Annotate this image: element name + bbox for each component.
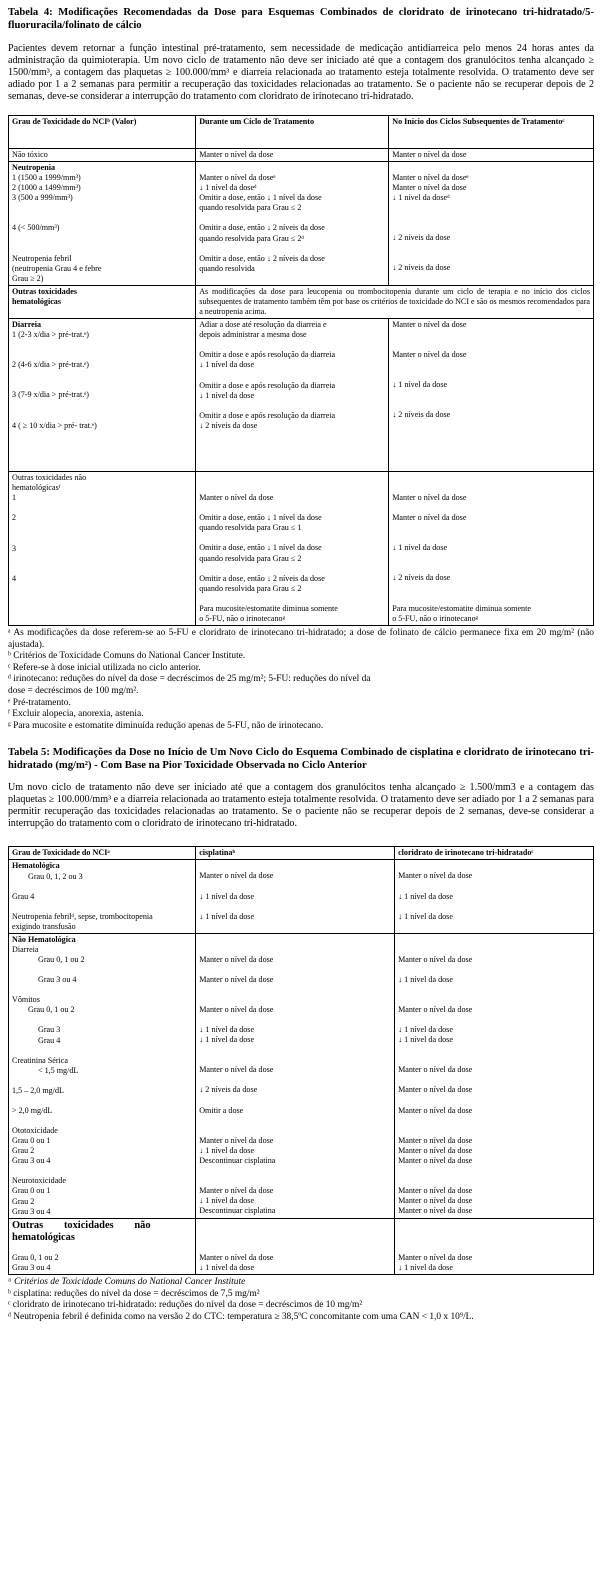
diarr-d4b: ↓ 2 níveis da dose [199,420,258,430]
footnote: ᵇ Critérios de Toxicidade Comuns do National Cancer Institute. [8,651,246,662]
table4-other-start [389,472,594,626]
hema-i0: Manter o nível da dose [398,871,473,881]
t5-other-c0: Manter o nível da dose [199,1252,274,1262]
hema-heading: Hematológica [12,861,60,871]
neutro-d4a: Omitir a dose, então ↓ 2 níveis da dose [199,223,325,233]
neutro-febril2: (neutropenia Grau 4 e febre [12,263,102,273]
table4-other-grades [9,472,196,626]
neutropenia-heading: Neutropenia [12,163,56,173]
other-muc-b: o 5-FU, não o irinotecanoᵍ [199,613,286,623]
hema-if: ↓ 1 nível da dose [398,911,453,921]
nh-c-neu-g3: Descontinuar cisplatina [199,1206,276,1216]
footnote: ᶜ cloridrato de irinotecano tri-hidratado: reduções do nível da dose = decréscimos de 10 mg/m² [8,1300,363,1311]
other-d1: Manter o nível da dose [199,493,274,503]
nh-neu-g0: Grau 0 ou 1 [12,1186,51,1196]
hema-g4: Grau 4 [12,891,35,901]
hema-c4: ↓ 1 nível da dose [199,891,255,901]
other-n4: ↓ 2 níveis da dose [392,573,451,583]
nh-c-vom-g4: ↓ 1 nível da dose [199,1035,255,1045]
neutro-dfa: Omitir a dose, então ↓ 2 níveis da dose [199,253,325,263]
nh-i-vom-g4: ↓ 1 nível da dose [398,1035,453,1045]
other-g1: 1 [12,493,17,503]
neutro-n4: ↓ 2 níveis da dose [392,233,451,243]
table4-other-during [196,472,389,626]
nh-c-crea-c: Omitir a dose [199,1105,244,1115]
nh-i-neu-g3: Manter o nível da dose [398,1206,473,1216]
nh-diar-g0: Grau 0, 1 ou 2 [38,955,85,965]
nh-i-oto-g2: Manter o nível da dose [398,1145,473,1155]
nh-c-crea-b: ↓ 2 níveis da dose [199,1085,258,1095]
footnote: ᶜ Refere-se à dose inicial utilizada no ciclo anterior. [8,662,201,673]
neutro-d2: ↓ 1 nível da doseᵈ [199,183,257,193]
nh-c-crea-a: Manter o nível da dose [199,1065,274,1075]
table4-neutropenia-row [9,162,594,286]
table4-hemat-label [9,285,196,318]
other-g2: 2 [12,513,17,523]
nh-i-oto-g0: Manter o nível da dose [398,1135,473,1145]
nh-c-vom-g0: Manter o nível da dose [199,1005,274,1015]
hemat-label1: Outras toxicidades [12,286,77,296]
footnote: ᵇ cisplatina: reduções do nível da dose = decréscimos de 7,5 mg/m² [8,1288,260,1299]
other-d4a: Omitir a dose, então ↓ 2 níveis da dose [199,573,325,583]
table-row [9,149,594,162]
footnote: ᵈ Neutropenia febril é definida como na versão 2 do CTC: temperatura ≥ 38,5ºC concomitante com uma CAN < 1,0 x 10⁹/L. [8,1311,474,1322]
nh-c-oto-g3: Descontinuar cisplatina [199,1155,276,1165]
diarr-d1a: Adiar a dose até resolução da diarreia e [199,320,327,330]
table4-neutropenia-start [389,162,594,286]
diarr-g3: 3 (7-9 x/dia > pré-trat.ᵉ) [12,390,89,400]
nh-i-oto-g3: Manter o nível da dose [398,1155,473,1165]
other-label1: Outras toxicidades não [12,473,87,483]
table4-header-row [9,116,594,149]
table5-nonhema-grades [9,933,196,1218]
table4-header-start: No Início dos Ciclos Subsequentes de Tratamentoᶜ [389,116,594,149]
table4-hemat-text: As modificações da dose para leucopenia ou trombocitopenia durante um ciclo de terapia e no início dos ciclos subsequentes de tratamento também têm por base os critérios de toxicidade do NCI e são os mesmos recomendados para a neutropenia acima. [196,285,594,318]
nonhema-heading: Não Hematológica [12,934,76,944]
table5-hema-row [9,860,594,933]
table5-intro: Um novo ciclo de tratamento não deve ser iniciado até que a contagem dos granulócitos tenha alcançado ≥ 1.500/mm3 e a contagem das plaquetas ≥ 100.000/mm³ e a diarreia relacionada ao tratamento esteja totalmente resolvida. O tratamento deve ser adiado por 1 a 2 semanas para permitir recuperação das toxicidades relacionadas ao tratamento. Se o paciente não se recuperar depois de 2 semanas, deve-se considerar a interrupção do tratamento com o cloridrato de irinotecano tri-hidratado. [8,782,594,830]
table4-intro: Pacientes devem retornar a função intestinal pré-tratamento, sem necessidade de medicação antidiarreica pelo menos 24 horas antes da administração da quimioterapia. Um novo ciclo de tratamento não deve ser iniciado até que a contagem dos granulócitos tenha alcançado ≥ 1500/mm³, a contagem das plaquetas ≥ 100.000/mm³ e diarreia relacionada ao tratamento esteja totalmente resolvida. O tratamento deve ser adiado por 1 a 2 semanas para permitir a recuperação das toxicidades relacionadas ao tratamento. Se o paciente não se recuperar depois de 2 semanas, deve-se considerar a interrupção do tratamento com cloridrato de irinotecano tri-hidratado. [8,43,594,102]
table4-title: Tabela 4: Modificações Recomendadas da Dose para Esquemas Combinados de cloridrato de irinotecano tri-hidratado/5-fluoruracila/folinato de cálcio [8,7,594,31]
nh-crea-a: < 1,5 mg/dL [38,1065,79,1075]
nh-c-oto-g2: ↓ 1 nível da dose [199,1145,255,1155]
table4-nontox-grade: Não tóxico [9,149,196,162]
table5-other-grades [9,1218,196,1274]
diarr-n1: Manter o nível da dose [392,320,467,330]
nh-c-oto-g0: Manter o nível da dose [199,1135,274,1145]
neutro-g2: 2 (1000 a 1499/mm³) [12,183,81,193]
table5-hema-irinotecan [395,860,594,933]
hemat-label2: hematológicas [12,296,62,306]
nh-c-vom-g3: ↓ 1 nível da dose [199,1025,255,1035]
other-d3a: Omitir a dose, então ↓ 1 nível da dose [199,543,322,553]
nh-i-diar-g0: Manter o nível da dose [398,954,473,964]
table5-header-grade: Grau de Toxicidade do NCIᵃ [9,847,196,860]
diarr-d2b: ↓ 1 nível da dose [199,360,255,370]
nh-diar: Diarreia [12,944,39,954]
diarr-d1b: depois administrar a mesma dose [199,330,307,340]
nh-c-neu-g0: Manter o nível da dose [199,1185,274,1195]
hema-g0: Grau 0, 1, 2 ou 3 [28,871,83,881]
table4-neutropenia-grades [9,162,196,286]
diarr-g4: 4 ( ≥ 10 x/dia > pré- trat.ᵉ) [12,420,97,430]
hema-cf: ↓ 1 nível da dose [199,911,255,921]
t5-other-i0: Manter o nível da dose [398,1252,473,1262]
nh-i-crea-b: Manter o nível da dose [398,1085,473,1095]
neutro-n1: Manter o nível da doseᵉ [392,173,469,183]
other-nmuc-b: o 5-FU, não o irinotecanoᵍ [392,613,479,623]
neutro-d4b: quando resolvida para Grau ≤ 2ᵈ [199,233,304,243]
table5-header-irinotecan: cloridrato de irinotecano tri-hidratadoᶜ [395,847,594,860]
neutro-dfb: quando resolvida [199,263,255,273]
diarrhea-heading: Diarreia [12,320,42,330]
nh-oto: Ototoxicidade [12,1126,58,1135]
table4-footnotes [8,628,594,732]
table4-header-during: Durante um Ciclo de Tratamento [196,116,389,149]
table4-diarrhea-grades [9,319,196,472]
t5-other-c3: ↓ 1 nível da dose [199,1262,255,1272]
hema-febril1: Neutropenia febrilᵈ, sepse, trombocitopenia [12,911,153,921]
neutro-g4: 4 (< 500/mm³) [12,223,60,233]
other-d4b: quando resolvida para Grau ≤ 2 [199,583,302,593]
table4-hemat-row [9,285,594,318]
t5-other-i3: ↓ 1 nível da dose [398,1262,453,1272]
diarr-n4: ↓ 2 níveis da dose [392,410,451,420]
nh-i-crea-c: Manter o nível da dose [398,1105,473,1115]
table5-other-irinotecan [395,1218,594,1274]
hema-c0: Manter o nível da dose [199,871,274,881]
nh-i-diar-g3: ↓ 1 nível da dose [398,974,453,984]
other-d3b: quando resolvida para Grau ≤ 2 [199,553,302,563]
diarr-d4a: Omitir a dose e após resolução da diarreia [199,410,336,420]
nh-diar-g3: Grau 3 ou 4 [38,975,77,985]
footnote: ᵍ Para mucosite e estomatite diminuída redução apenas de 5-FU, não de irinotecano. [8,720,324,731]
table4-diarrhea-during [196,319,389,472]
other-g4: 4 [12,573,17,583]
neutro-d1: Manter o nível da doseᵉ [199,173,276,183]
table4-nontox-during: Manter o nível da dose [196,149,389,162]
other-d2b: quando resolvida para Grau ≤ 1 [199,523,302,533]
table5-header-row [9,847,594,860]
hema-i4: ↓ 1 nível da dose [398,891,453,901]
table4-header-grade: Grau de Toxicidade do NCIᵇ (Valor) [9,116,196,149]
nh-c-neu-g2: ↓ 1 nível da dose [199,1196,255,1205]
nh-crea-c: > 2,0 mg/dL [12,1105,53,1115]
neutro-g3: 3 (500 a 999/mm³) [12,193,73,203]
table4 [8,115,594,626]
table5-nonhema-row [9,933,594,1218]
neutro-d3a: Omitir a dose, então ↓ 1 nível da dose [199,193,322,203]
other-nmuc-a: Para mucosite/estomatite diminua somente [392,603,531,613]
table4-diarrhea-row [9,319,594,472]
nh-i-vom-g3: ↓ 1 nível da dose [398,1025,453,1035]
table4-neutropenia-during [196,162,389,286]
diarr-d2a: Omitir a dose e após resolução da diarreia [199,350,336,360]
nh-vom-g4: Grau 4 [38,1035,61,1045]
table5-hema-cisplatin [196,860,395,933]
nh-vom-g0: Grau 0, 1 ou 2 [28,1005,75,1015]
neutro-d3b: quando resolvida para Grau ≤ 2 [199,203,302,213]
t5-other-g3: Grau 3 ou 4 [12,1262,51,1272]
diarr-d3b: ↓ 1 nível da dose [199,390,255,400]
table5-title: Tabela 5: Modificações da Dose no Início de Um Novo Ciclo do Esquema Combinado de cisplatina e cloridrato de irinotecano tri-hidratado (mg/m²) - Com Base na Pior Toxicidade Observada no Ciclo Anterior [8,747,594,772]
table5-nonhema-irinotecan [395,933,594,1218]
table5 [8,846,594,1275]
nh-oto-g3: Grau 3 ou 4 [12,1156,51,1166]
hema-febril2: exigindo transfusão [12,921,76,931]
neutro-n2: Manter o nível da dose [392,183,467,193]
nh-oto-g0: Grau 0 ou 1 [12,1136,51,1146]
table5-other-cisplatin [196,1218,395,1274]
table4-other-row [9,472,594,626]
footnote: ᵈ irinotecano: reduções do nível da dose = decréscimos de 25 mg/m²; 5-FU: reduções do nível da [8,674,371,685]
nh-i-crea-a: Manter o nível da dose [398,1065,473,1075]
nh-vom-g3: Grau 3 [38,1025,61,1035]
nh-neu-g3: Grau 3 ou 4 [12,1206,51,1216]
footnote: ᵉ Pré-tratamento. [8,697,71,708]
nh-i-neu-g0: Manter o nível da dose [398,1185,473,1195]
t5-other-g0: Grau 0, 1 ou 2 [12,1252,59,1262]
nh-crea: Creatinina Sérica [12,1055,68,1065]
diarr-n2: Manter o nível da dose [392,350,467,360]
footnote: ᵃ Critérios de Toxicidade Comuns do National Cancer Institute [8,1276,246,1287]
table5-other-row [9,1218,594,1274]
diarr-g2: 2 (4-6 x/dia > pré-trat.ᵉ) [12,360,89,370]
diarr-g1: 1 (2-3 x/dia > pré-trat.ᵉ) [12,330,89,340]
nh-c-diar-g3: Manter o nível da dose [199,974,274,984]
table4-nontox-start: Manter o nível da dose [389,149,594,162]
table5-hema-grades [9,860,196,933]
neutro-nf: ↓ 2 níveis da dose [392,263,451,273]
other-label2: hematológicasᶠ [12,483,61,493]
other-n2: Manter o nível da dose [392,513,467,523]
table5-nonhema-cisplatin [196,933,395,1218]
nh-neu: Neurotoxicidade [12,1176,66,1186]
footnote: ᵃ As modificações da dose referem-se ao 5-FU e cloridrato de irinotecano tri-hidratado; a dose de folinato de cálcio permanece fixa em 20 mg/m² (não ajustada). [8,627,594,650]
neutro-febril3: Grau ≥ 2) [12,273,44,283]
nh-crea-b: 1,5 – 2,0 mg/dL [12,1085,64,1095]
other-muc-a: Para mucosite/estomatite diminua somente [199,603,338,613]
other-g3: 3 [12,543,17,553]
other-n3: ↓ 1 nível da dose [392,543,448,553]
table5-footnotes [8,1277,594,1323]
other-n1: Manter o nível da dose [392,493,467,503]
neutro-n3: ↓ 1 nível da doseᵈ [392,193,450,203]
diarr-n3: ↓ 1 nível da dose [392,380,448,390]
nh-neu-g2: Grau 2 [12,1196,35,1206]
t5-other-label2: hematológicas [12,1232,75,1244]
nh-oto-g2: Grau 2 [12,1146,35,1156]
neutro-g1: 1 (1500 a 1999/mm³) [12,173,81,183]
other-d2a: Omitir a dose, então ↓ 1 nível da dose [199,513,322,523]
footnote: ᶠ Excluir alopecia, anorexia, astenia. [8,709,144,720]
t5-other-label1: Outras toxicidades não [12,1219,151,1231]
nh-c-diar-g0: Manter o nível da dose [199,954,274,964]
footnote: dose = decréscimos de 100 mg/m². [8,685,139,696]
table4-diarrhea-start [389,319,594,472]
neutro-febril1: Neutropenia febril [12,253,72,263]
diarr-d3a: Omitir a dose e após resolução da diarreia [199,380,336,390]
nh-vom: Vômitos [12,995,40,1005]
nh-i-vom-g0: Manter o nível da dose [398,1005,473,1015]
table5-header-cisplatin: cisplatinaᵇ [196,847,395,860]
nh-i-neu-g2: Manter o nível da dose [398,1196,473,1205]
